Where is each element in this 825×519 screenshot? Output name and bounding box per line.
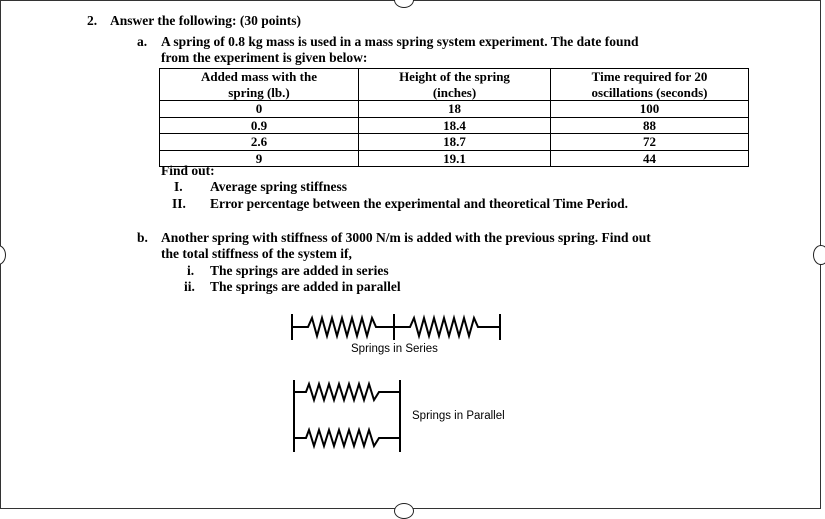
item-i-number: i. [187,263,195,278]
item-II-number: II. [172,196,186,211]
table-cell: 18.7 [359,134,551,151]
table-cell: 0 [160,101,359,118]
resize-handle-bottom[interactable] [394,503,414,519]
parallel-spring-top [294,384,400,400]
part-b-letter: b. [137,230,148,245]
item-ii-number: ii. [184,279,195,294]
resize-handle-right[interactable] [813,245,825,265]
item-ii-text: The springs are added in parallel [210,279,401,294]
part-a-text-line2: from the experiment is given below: [161,50,368,65]
parallel-springs-diagram [290,378,410,454]
table-cell: 88 [551,117,749,134]
table-cell: 72 [551,134,749,151]
data-table [159,68,749,167]
table-row [160,117,749,134]
item-I-number: I. [174,179,183,194]
series-spring-1 [292,318,394,336]
part-b-text-line1: Another spring with stiffness of 3000 N/m is added with the previous spring. Find out [161,230,651,245]
table-cell: 44 [551,150,749,167]
table-cell: 18 [359,101,551,118]
item-I-text: Average spring stiffness [210,179,347,194]
table-cell: 9 [160,150,359,167]
header-height: Height of the spring (inches) [359,69,551,101]
table-cell: 0.9 [160,117,359,134]
table-cell: 18.4 [359,117,551,134]
part-b-text-line2: the total stiffness of the system if, [161,246,352,261]
parallel-label: Springs in Parallel [412,410,505,422]
find-out-label: Find out: [161,163,215,178]
series-spring-2 [394,318,500,336]
part-a-text-line1: A spring of 0.8 kg mass is used in a mass spring system experiment. The date found [161,34,639,49]
table-row [160,134,749,151]
parallel-spring-bottom [294,430,400,446]
header-added-mass: Added mass with the spring (lb.) [160,69,359,101]
table-cell: 19.1 [359,150,551,167]
question-title: Answer the following: (30 points) [110,13,302,28]
table-cell: 2.6 [160,134,359,151]
header-time: Time required for 20 oscillations (seconds) [551,69,749,101]
part-a-letter: a. [137,34,148,49]
table-cell: 100 [551,101,749,118]
series-label: Springs in Series [351,343,438,355]
table-row [160,101,749,118]
series-springs-diagram [290,312,520,342]
table-row [160,150,749,167]
item-i-text: The springs are added in series [210,263,389,278]
item-II-text: Error percentage between the experimental and theoretical Time Period. [210,196,629,211]
question-number: 2. [87,13,98,28]
table-header-row [160,69,749,101]
